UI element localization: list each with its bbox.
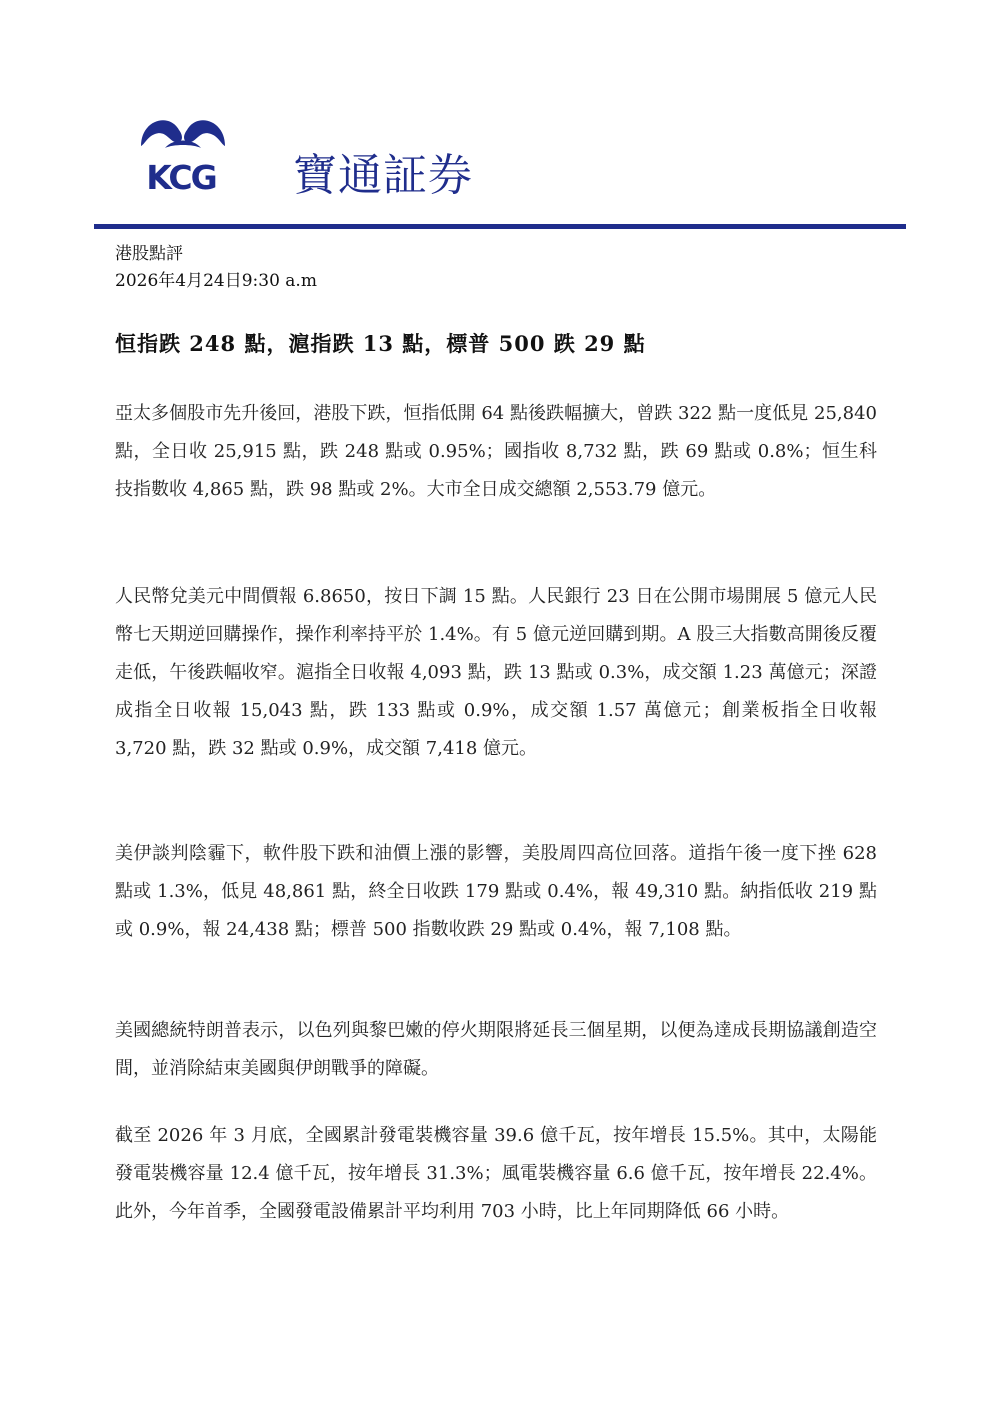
header-divider xyxy=(94,224,906,229)
logo-emblem-icon xyxy=(135,108,231,160)
report-date: 2026年4月24日9:30 a.m xyxy=(115,271,317,291)
logo-text: KCG xyxy=(146,158,216,197)
paragraph-us-market: 美伊談判陰霾下，軟件股下跌和油價上漲的影響，美股周四高位回落。道指午後一度下挫 628 點或 1.3%，低見 48,861 點，終全日收跌 179 點或 0.4%，報 49,310 點。納指低收 219 點或 0.9%，報 24,438 點；標普 500 指數收跌 29 點或 0.4%，報 7,108 點。 xyxy=(115,843,877,940)
report-category: 港股點評 xyxy=(115,244,183,264)
paragraph-power-capacity: 截至 2026 年 3 月底，全國累計發電裝機容量 39.6 億千瓦，按年增長 15.5%。其中，太陽能發電裝機容量 12.4 億千瓦，按年增長 31.3%；風電裝機容量 6.6 億千瓦，按年增長 22.4%。此外，今年首季，全國發電設備累計平均利用 703 小時，比上年同期降低 66 小時。 xyxy=(115,1125,877,1222)
company-logo xyxy=(135,108,235,200)
paragraph-hk-market: 亞太多個股市先升後回，港股下跌，恒指低開 64 點後跌幅擴大，曾跌 322 點一度低見 25,840 點，全日收 25,915 點，跌 248 點或 0.95%；國指收 8,732 點，跌 69 點或 0.8%；恒生科技指數收 4,865 點，跌 98 點或 2%。大市全日成交總額 2,553.79 億元。 xyxy=(115,403,877,500)
paragraph-ceasefire-news: 美國總統特朗普表示，以色列與黎巴嫩的停火期限將延長三個星期，以便為達成長期協議創造空間，並消除結束美國與伊朗戰爭的障礙。 xyxy=(115,1020,877,1079)
paragraph-china-market: 人民幣兌美元中間價報 6.8650，按日下調 15 點。人民銀行 23 日在公開市場開展 5 億元人民幣七天期逆回購操作，操作利率持平於 1.4%。有 5 億元逆回購到期。A 股三大指數高開後反覆走低，午後跌幅收窄。滬指全日收報 4,093 點，跌 13 點或 0.3%，成交額 1.23 萬億元；深證成指全日收報 15,043 點，跌 133 點或 0.9%，成交額 1.57 萬億元；創業板指全日收報 3,720 點，跌 32 點或 0.9%，成交額 7,418 億元。 xyxy=(115,586,877,759)
company-name: 寶通証券 xyxy=(293,150,473,201)
report-headline: 恒指跌 248 點，滬指跌 13 點，標普 500 跌 29 點 xyxy=(115,331,646,356)
